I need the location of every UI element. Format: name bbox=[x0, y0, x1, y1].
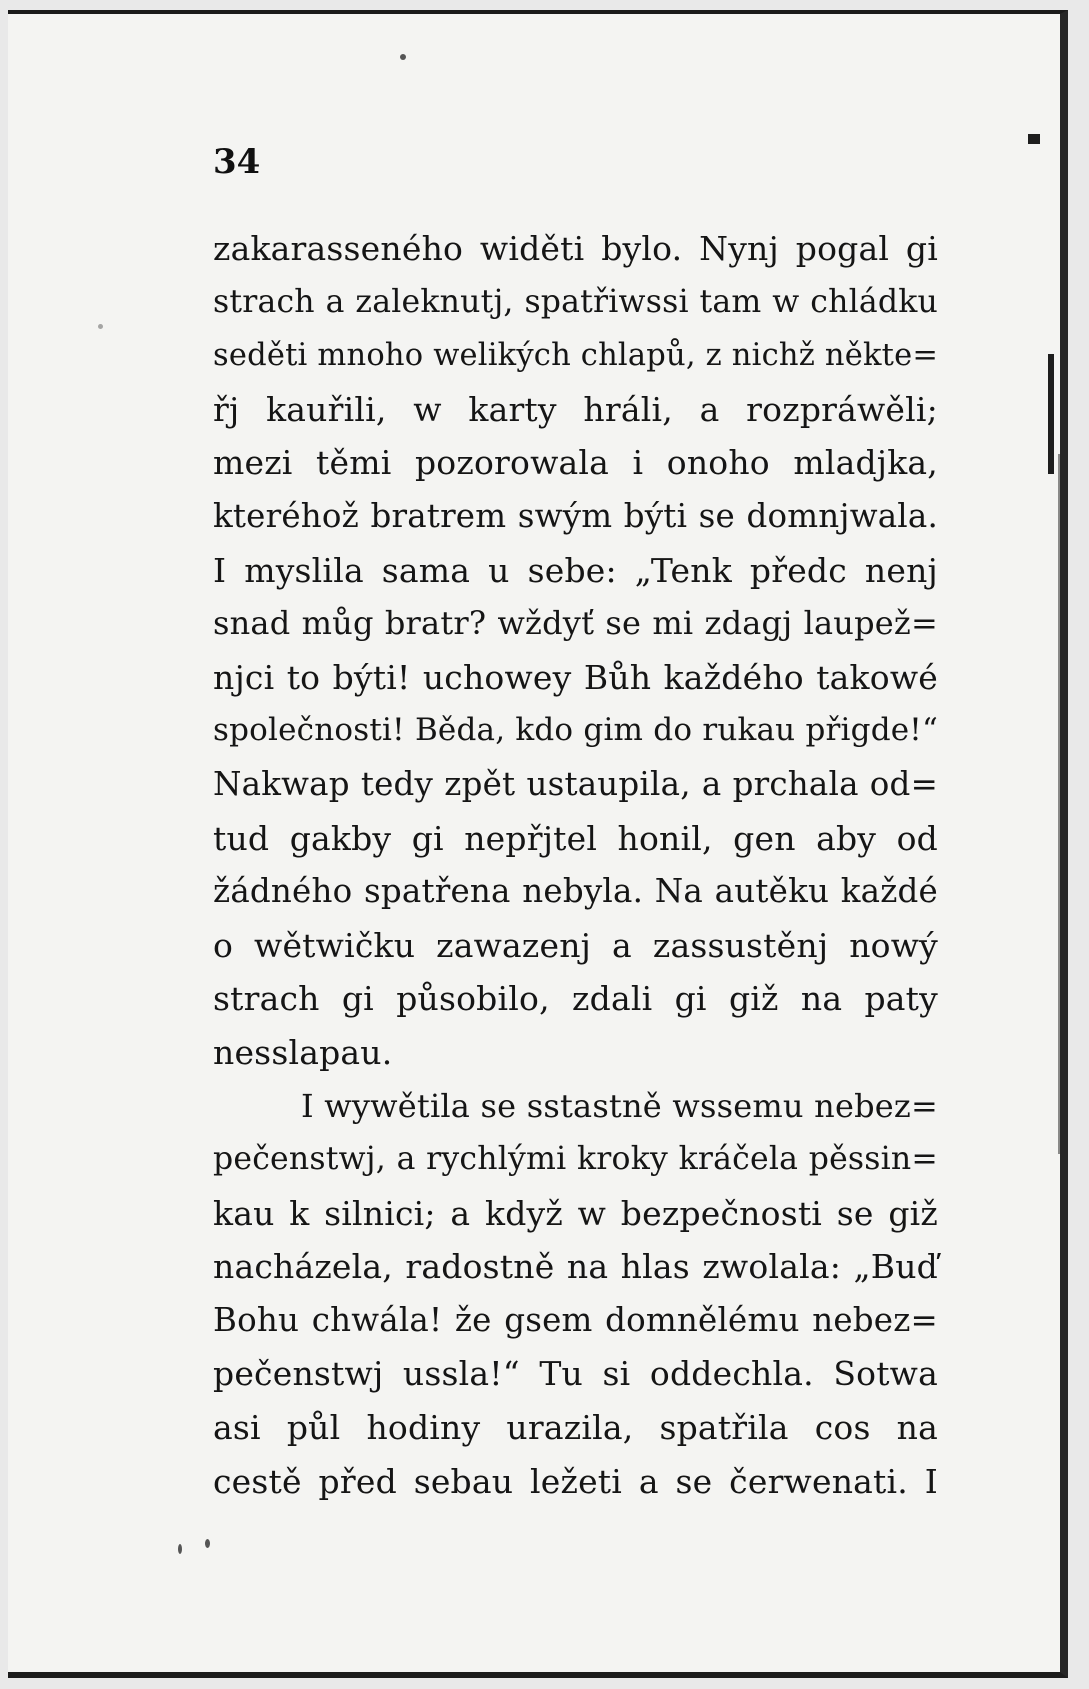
text-line: strach a zaleknutj, spatřiwssi tam w chládku bbox=[213, 283, 938, 320]
scan-speck bbox=[98, 324, 103, 329]
text-line: kteréhož bratrem swým býti se domnjwala. bbox=[213, 496, 938, 535]
text-line: I wywětila se sstastně wssemu nebez= bbox=[301, 1086, 938, 1125]
scanned-page bbox=[8, 10, 1068, 1678]
scan-speck bbox=[178, 1544, 182, 1554]
text-line: seděti mnoho welikých chlapů, z nichž někte= bbox=[213, 338, 939, 374]
text-line: Bohu chwála! že gsem domnělému nebez= bbox=[213, 1300, 938, 1339]
text-line: mezi těmi pozorowala i onoho mladjka, bbox=[213, 443, 938, 483]
page-number: 34 bbox=[213, 142, 261, 182]
text-line: Nakwap tedy zpět ustaupila, a prchala od= bbox=[213, 764, 938, 803]
text-line: společnosti! Běda, kdo gim do rukau přigde!“ bbox=[213, 712, 938, 749]
text-line: řj kauřili, w karty hráli, a rozpráwěli; bbox=[213, 389, 938, 429]
scan-speck bbox=[205, 1539, 210, 1548]
text-line: pečenstwj, a rychlými kroky kráčela pěssin= bbox=[213, 1141, 938, 1178]
binding-edge-mark bbox=[1028, 134, 1040, 144]
text-line: I myslila sama u sebe: „Tenk předc nenj bbox=[213, 550, 938, 590]
text-line: cestě před sebau ležeti a se čerwenati. I bbox=[213, 1461, 938, 1501]
text-line: pečenstwj ussla!“ Tu si oddechla. Sotwa bbox=[213, 1354, 938, 1394]
text-line: kau k silnici; a když w bezpečnosti se giž bbox=[213, 1193, 938, 1233]
text-line: snad můg bratr? wždyť se mi zdagj laupež= bbox=[213, 604, 938, 643]
body-text bbox=[213, 222, 938, 1508]
binding-edge-mark bbox=[1058, 454, 1062, 1154]
text-line: njci to býti! uchowey Bůh každého takowé bbox=[213, 657, 938, 697]
text-line: asi půl hodiny urazila, spatřila cos na bbox=[213, 1408, 938, 1448]
scan-speck bbox=[400, 54, 406, 60]
text-line: zakarasseného widěti bylo. Nynj pogal gi bbox=[213, 229, 938, 268]
binding-edge-mark bbox=[1048, 354, 1054, 474]
text-line: nacházela, radostně na hlas zwolala: „Buď bbox=[213, 1247, 938, 1287]
text-line: žádného spatřena nebyla. Na autěku každé bbox=[213, 872, 938, 911]
text-line: strach gi působilo, zdali gi giž na paty bbox=[213, 979, 938, 1019]
text-line: tud gakby gi nepřjtel honil, gen aby od bbox=[213, 818, 938, 858]
text-line: nesslapau. bbox=[213, 1032, 393, 1072]
text-line: o wětwičku zawazenj a zassustěnj nowý bbox=[213, 925, 938, 965]
